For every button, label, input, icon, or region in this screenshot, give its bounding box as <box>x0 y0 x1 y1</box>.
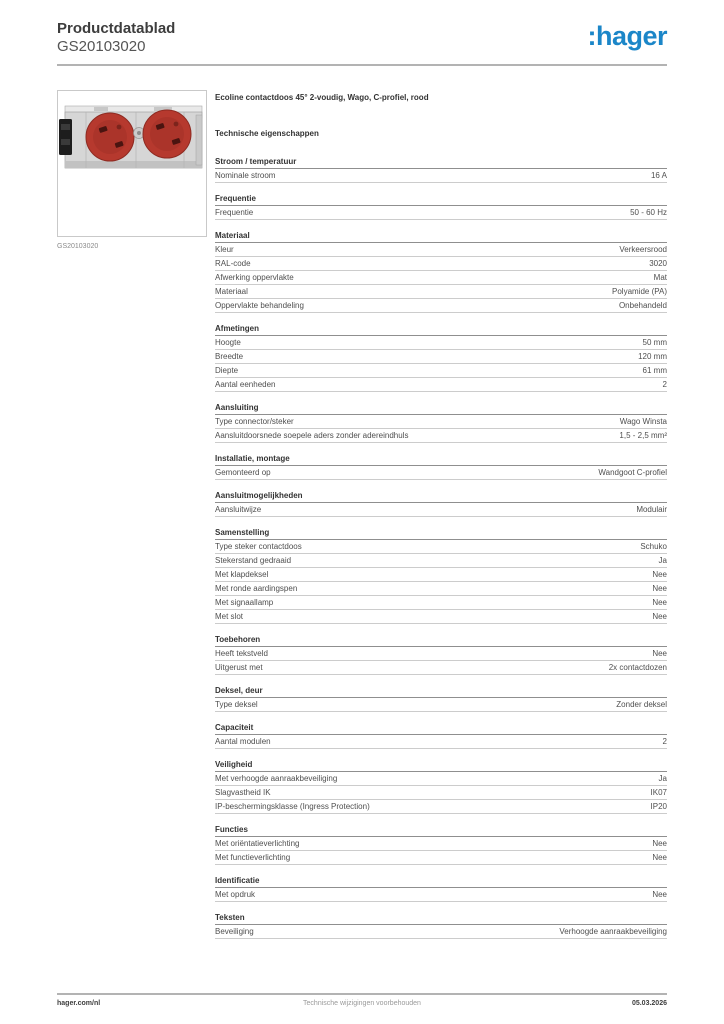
spec-row-label: Type connector/steker <box>215 417 294 426</box>
spec-row-label: Met oriëntatieverlichting <box>215 839 300 848</box>
spec-section <box>215 229 667 313</box>
spec-row <box>215 837 667 851</box>
spec-row <box>215 540 667 554</box>
spec-row-label: RAL-code <box>215 259 251 268</box>
spec-row <box>215 257 667 271</box>
spec-row-value: Ja <box>658 774 667 783</box>
header-divider <box>57 64 667 66</box>
spec-section <box>215 633 667 675</box>
spec-row-value: Nee <box>652 570 667 579</box>
spec-section <box>215 322 667 392</box>
spec-row-value: Mat <box>653 273 667 282</box>
spec-row <box>215 596 667 610</box>
spec-row-label: Beveiliging <box>215 927 254 936</box>
spec-row <box>215 285 667 299</box>
spec-row <box>215 851 667 865</box>
spec-row-value: Nee <box>652 598 667 607</box>
spec-row-label: Met klapdeksel <box>215 570 269 579</box>
spec-section-title: Frequentie <box>215 192 667 206</box>
spec-section-title: Afmetingen <box>215 322 667 336</box>
document-footer <box>57 1000 667 1012</box>
spec-row-label: Aansluitdoorsnede soepele aders zonder adereindhuls <box>215 431 409 440</box>
spec-row-value: Onbehandeld <box>618 301 667 310</box>
spec-row <box>215 243 667 257</box>
document-header <box>57 20 667 56</box>
spec-row <box>215 271 667 285</box>
spec-section <box>215 823 667 865</box>
spec-row-label: Stekerstand gedraaid <box>215 556 292 565</box>
spec-row <box>215 772 667 786</box>
spec-row-value: 2 <box>662 737 667 746</box>
spec-row-value: Nee <box>652 584 667 593</box>
spec-row <box>215 554 667 568</box>
spec-section-title: Capaciteit <box>215 721 667 735</box>
spec-row <box>215 169 667 183</box>
spec-row-label: Aansluitwijze <box>215 505 262 514</box>
spec-row-label: Diepte <box>215 366 239 375</box>
spec-section-title: Installatie, montage <box>215 452 667 466</box>
spec-row-value: Nee <box>652 890 667 899</box>
spec-row <box>215 336 667 350</box>
spec-section-title: Teksten <box>215 911 667 925</box>
hager-logo: :hager <box>587 21 667 51</box>
spec-section-title: Veiligheid <box>215 758 667 772</box>
spec-row-value: Nee <box>652 853 667 862</box>
spec-row-label: Type steker contactdoos <box>215 542 302 551</box>
spec-row-label: Oppervlakte behandeling <box>215 301 304 310</box>
spec-row <box>215 582 667 596</box>
spec-row-value: 50 - 60 Hz <box>630 208 667 217</box>
footer-website: hager.com/nl <box>57 1000 101 1007</box>
spec-row-label: Afwerking oppervlakte <box>215 273 294 282</box>
spec-row-label: Aantal eenheden <box>215 380 276 389</box>
spec-section-title: Aansluitmogelijkheden <box>215 489 667 503</box>
spec-row-label: Kleur <box>215 245 234 254</box>
spec-row-label: Uitgerust met <box>215 663 263 672</box>
spec-row <box>215 299 667 313</box>
spec-section-title: Deksel, deur <box>215 684 667 698</box>
spec-row-label: Met signaallamp <box>215 598 274 607</box>
spec-row-value: Ja <box>658 556 667 565</box>
tech-properties-heading: Technische eigenschappen <box>215 129 319 138</box>
spec-column <box>215 93 667 948</box>
product-image <box>57 90 207 237</box>
spec-row <box>215 925 667 939</box>
spec-row-value: Nee <box>652 612 667 621</box>
spec-row <box>215 364 667 378</box>
spec-row-label: Hoogte <box>215 338 241 347</box>
footer-date: 05.03.2026 <box>631 1000 667 1007</box>
spec-row <box>215 350 667 364</box>
spec-section <box>215 155 667 183</box>
spec-row-value: Verhoogde aanraakbeveiliging <box>559 927 667 936</box>
spec-row-value: Polyamide (PA) <box>612 287 667 296</box>
spec-row <box>215 735 667 749</box>
spec-row-label: Met slot <box>215 612 244 621</box>
spec-row-value: 120 mm <box>638 352 667 361</box>
spec-row-value: 61 mm <box>642 366 667 375</box>
spec-row <box>215 647 667 661</box>
spec-row <box>215 800 667 814</box>
spec-row-value: 3020 <box>649 259 667 268</box>
spec-row-label: Met opdruk <box>215 890 256 899</box>
spec-sections <box>215 155 667 939</box>
spec-row <box>215 786 667 800</box>
spec-row <box>215 415 667 429</box>
spec-row <box>215 661 667 675</box>
spec-section <box>215 721 667 749</box>
spec-row-value: Wago Winsta <box>619 417 667 426</box>
spec-row <box>215 378 667 392</box>
spec-row <box>215 888 667 902</box>
spec-row-label: Aantal modulen <box>215 737 271 746</box>
spec-section <box>215 526 667 624</box>
spec-row-value: IP20 <box>650 802 667 811</box>
spec-section <box>215 401 667 443</box>
spec-row-value: Schuko <box>640 542 667 551</box>
spec-row-value: 1,5 - 2,5 mm² <box>619 431 667 440</box>
spec-section <box>215 874 667 902</box>
spec-section-title: Materiaal <box>215 229 667 243</box>
spec-section <box>215 192 667 220</box>
spec-section-title: Aansluiting <box>215 401 667 415</box>
spec-row-value: Zonder deksel <box>616 700 667 709</box>
spec-row-label: Met functieverlichting <box>215 853 291 862</box>
spec-section <box>215 489 667 517</box>
product-reference: GS20103020 <box>57 38 146 55</box>
spec-row-label: Gemonteerd op <box>215 468 271 477</box>
spec-row <box>215 610 667 624</box>
spec-row-value: Nee <box>652 649 667 658</box>
spec-row-label: Type deksel <box>215 700 258 709</box>
spec-row-value: 2 <box>662 380 667 389</box>
product-image-caption: GS20103020 <box>57 243 99 250</box>
spec-section <box>215 911 667 939</box>
spec-row-label: Met verhoogde aanraakbeveiliging <box>215 774 338 783</box>
product-title: Ecoline contactdoos 45° 2-voudig, Wago, C-profiel, rood <box>215 93 429 102</box>
spec-section-title: Functies <box>215 823 667 837</box>
spec-row-value: 16 A <box>650 171 667 180</box>
spec-row <box>215 206 667 220</box>
spec-row <box>215 466 667 480</box>
spec-section <box>215 452 667 480</box>
document-title: Productdatablad <box>57 20 176 37</box>
spec-row-label: Heeft tekstveld <box>215 649 268 658</box>
footer-divider <box>57 993 667 995</box>
spec-row-value: Wandgoot C-profiel <box>598 468 667 477</box>
spec-row-label: Materiaal <box>215 287 248 296</box>
spec-row-value: Nee <box>652 839 667 848</box>
socket-outlet-illustration <box>58 91 206 236</box>
spec-row-value: Modulair <box>636 505 667 514</box>
spec-row <box>215 568 667 582</box>
spec-row-label: Met ronde aardingspen <box>215 584 298 593</box>
footer-disclaimer: Technische wijzigingen voorbehouden <box>303 1000 421 1007</box>
spec-row-value: 50 mm <box>642 338 667 347</box>
spec-row-value: 2x contactdozen <box>608 663 667 672</box>
spec-row-label: Nominale stroom <box>215 171 276 180</box>
spec-row-label: IP-beschermingsklasse (Ingress Protection) <box>215 802 370 811</box>
spec-section-title: Samenstelling <box>215 526 667 540</box>
spec-row <box>215 698 667 712</box>
spec-row-label: Breedte <box>215 352 244 361</box>
spec-row <box>215 503 667 517</box>
spec-row-label: Slagvastheid IK <box>215 788 271 797</box>
spec-row-value: Verkeersrood <box>619 245 667 254</box>
spec-row-value: IK07 <box>650 788 667 797</box>
spec-section-title: Toebehoren <box>215 633 667 647</box>
spec-row <box>215 429 667 443</box>
spec-section <box>215 758 667 814</box>
spec-section-title: Identificatie <box>215 874 667 888</box>
spec-section <box>215 684 667 712</box>
spec-row-label: Frequentie <box>215 208 254 217</box>
spec-section-title: Stroom / temperatuur <box>215 155 667 169</box>
